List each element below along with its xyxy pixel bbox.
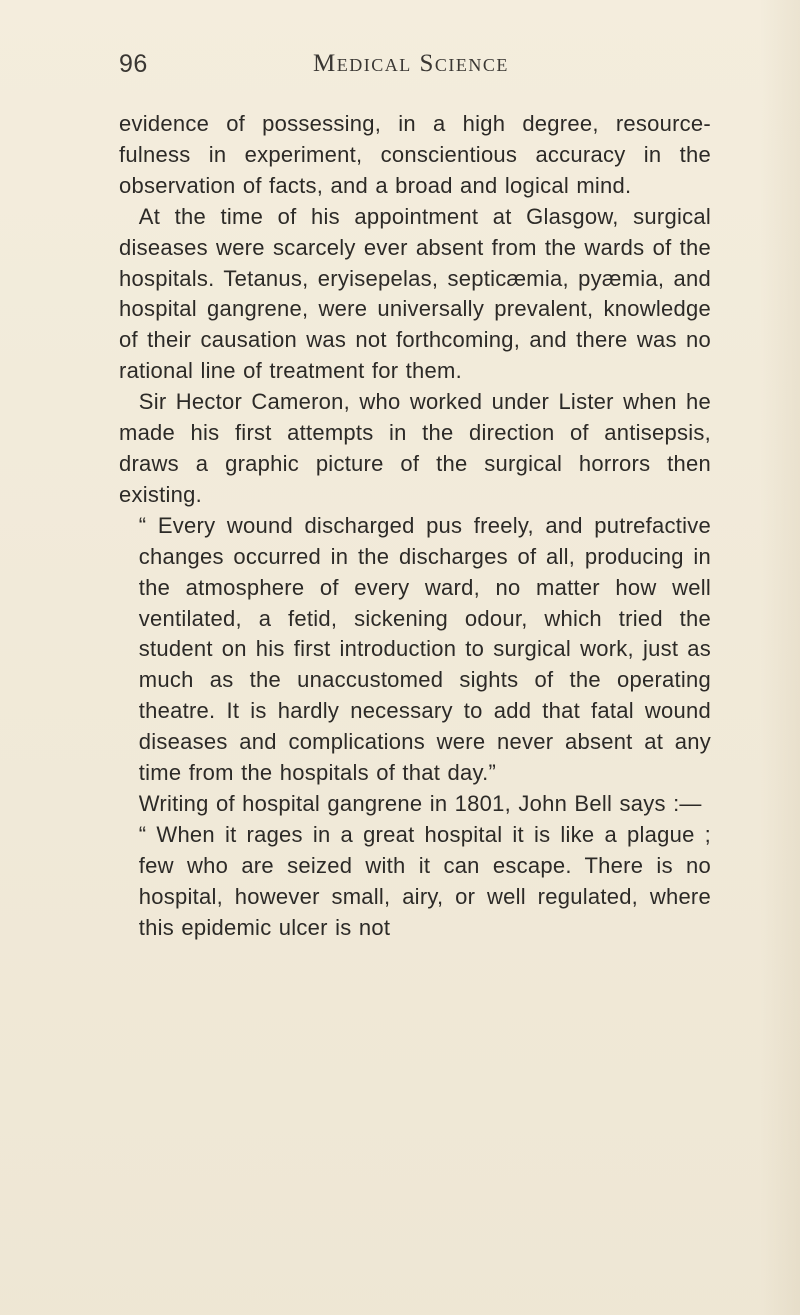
quotation-bell: “ When it rages in a great hospital it is like a plague ; few who are seized with it can escape. There is no hospital, however small, airy, or well regulated, where this epidemic ulcer is not: [138, 821, 711, 940]
page-header: [0, 50, 800, 90]
paragraph-continuation: evidence of possessing, in a high degree, resource-fulness in experiment, conscientious accuracy in the observation of facts, and a broad and logical mind.: [119, 111, 711, 198]
quotation-cameron: “ Every wound discharged pus freely, and putrefactive changes occurred in the discharges of all, producing in the atmosphere of every ward, no matter how well ventilated, a fetid, sickening odour, which tried the student on his first introduction to surgical work, just as much as the unaccustomed sights of the operating theatre. It is hardly necessary to add that fatal wound diseases and complications were never absent at any time from the hospitals of that day.”: [138, 512, 711, 786]
page-number: 96: [119, 50, 148, 78]
paragraph-cameron: Sir Hector Cameron, who worked under Lister when he made his first attempts in the direction of antisepsis, draws a graphic picture of the surgical horrors then existing.: [119, 389, 711, 507]
paragraph-bell: Writing of hospital gangrene in 1801, John Bell says :—: [138, 790, 702, 816]
body-text: [119, 109, 711, 943]
paragraph-glasgow: At the time of his appointment at Glasgow, surgical diseases were scarcely ever absent from the wards of the hospitals. Tetanus, eryisepelas, septicæmia, pyæmia, and hospital gangrene, were universally prevalent, knowledge of their causation was not forthcoming, and there was no rational line of treatment for them.: [119, 203, 711, 384]
running-head: Medical Science: [313, 50, 509, 77]
